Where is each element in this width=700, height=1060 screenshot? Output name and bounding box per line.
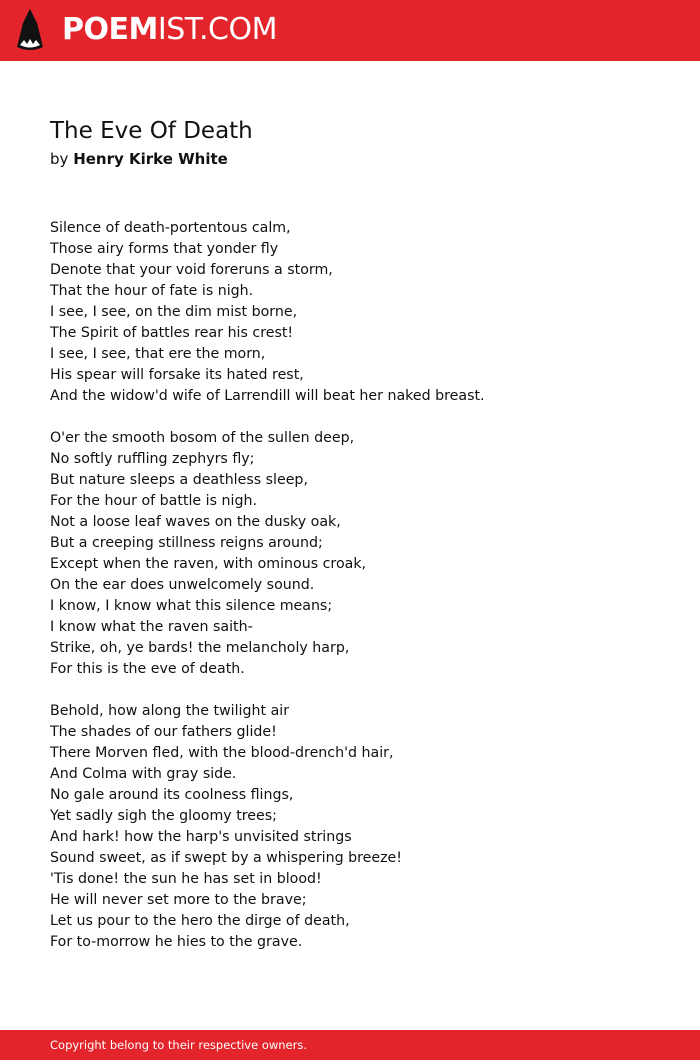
- byline: [50, 148, 228, 170]
- poem-title: The Eve Of Death: [50, 118, 253, 144]
- poem-line: For to-morrow he hies to the grave.: [50, 934, 303, 950]
- stanza: [50, 218, 670, 407]
- poem-body: [50, 218, 670, 974]
- poem-line: Strike, oh, ye bards! the melancholy harp,: [50, 640, 350, 656]
- poem-line: Except when the raven, with ominous croak,: [50, 556, 367, 572]
- poem-line: Let us pour to the hero the dirge of death,: [50, 913, 350, 929]
- poem-line: I see, I see, on the dim mist borne,: [50, 304, 298, 320]
- brand-light: IST.COM: [157, 12, 277, 47]
- site-logo-text[interactable]: [62, 10, 277, 50]
- stanza: [50, 701, 670, 953]
- poem-line: Behold, how along the twilight air: [50, 703, 290, 719]
- poem-line: There Morven fled, with the blood-drench'd hair,: [50, 745, 394, 761]
- poem-line: Silence of death-portentous calm,: [50, 220, 291, 236]
- poem-line: I see, I see, that ere the morn,: [50, 346, 266, 362]
- poem-line: For the hour of battle is nigh.: [50, 493, 257, 509]
- poem-line: But a creeping stillness reigns around;: [50, 535, 323, 551]
- brand-bold: POEM: [62, 12, 158, 47]
- poem-line: His spear will forsake its hated rest,: [50, 367, 304, 383]
- poem-line: Not a loose leaf waves on the dusky oak,: [50, 514, 341, 530]
- copyright-text: Copyright belong to their respective owners.: [50, 1038, 308, 1052]
- poem-line: And Colma with gray side.: [50, 766, 237, 782]
- poem-line: Sound sweet, as if swept by a whispering breeze!: [50, 850, 402, 866]
- poem-line: That the hour of fate is nigh.: [50, 283, 254, 299]
- poem-line: He will never set more to the brave;: [50, 892, 307, 908]
- poem-line: On the ear does unwelcomely sound.: [50, 577, 315, 593]
- poem-line: The shades of our fathers glide!: [50, 724, 277, 740]
- stanza: [50, 428, 670, 680]
- site-header: [0, 0, 700, 61]
- poem-line: I know what the raven saith-: [50, 619, 253, 635]
- poem-line: For this is the eve of death.: [50, 661, 245, 677]
- poem-line: Those airy forms that yonder fly: [50, 241, 279, 257]
- poem-line: Yet sadly sigh the gloomy trees;: [50, 808, 277, 824]
- poem-line: No softly ruffling zephyrs fly;: [50, 451, 255, 467]
- site-footer: [0, 1030, 700, 1060]
- poem-line: Denote that your void foreruns a storm,: [50, 262, 333, 278]
- poem-line: I know, I know what this silence means;: [50, 598, 333, 614]
- poem-line: 'Tis done! the sun he has set in blood!: [50, 871, 322, 887]
- poem-line: O'er the smooth bosom of the sullen deep,: [50, 430, 355, 446]
- author-name: Henry Kirke White: [73, 150, 228, 168]
- poem-line: The Spirit of battles rear his crest!: [50, 325, 294, 341]
- poem-line: No gale around its coolness flings,: [50, 787, 294, 803]
- poem-line: And hark! how the harp's unvisited strings: [50, 829, 352, 845]
- poem-line: But nature sleeps a deathless sleep,: [50, 472, 308, 488]
- poem-line: And the widow'd wife of Larrendill will beat her naked breast.: [50, 388, 485, 404]
- by-label: by: [50, 150, 69, 168]
- pencil-icon[interactable]: [17, 9, 43, 51]
